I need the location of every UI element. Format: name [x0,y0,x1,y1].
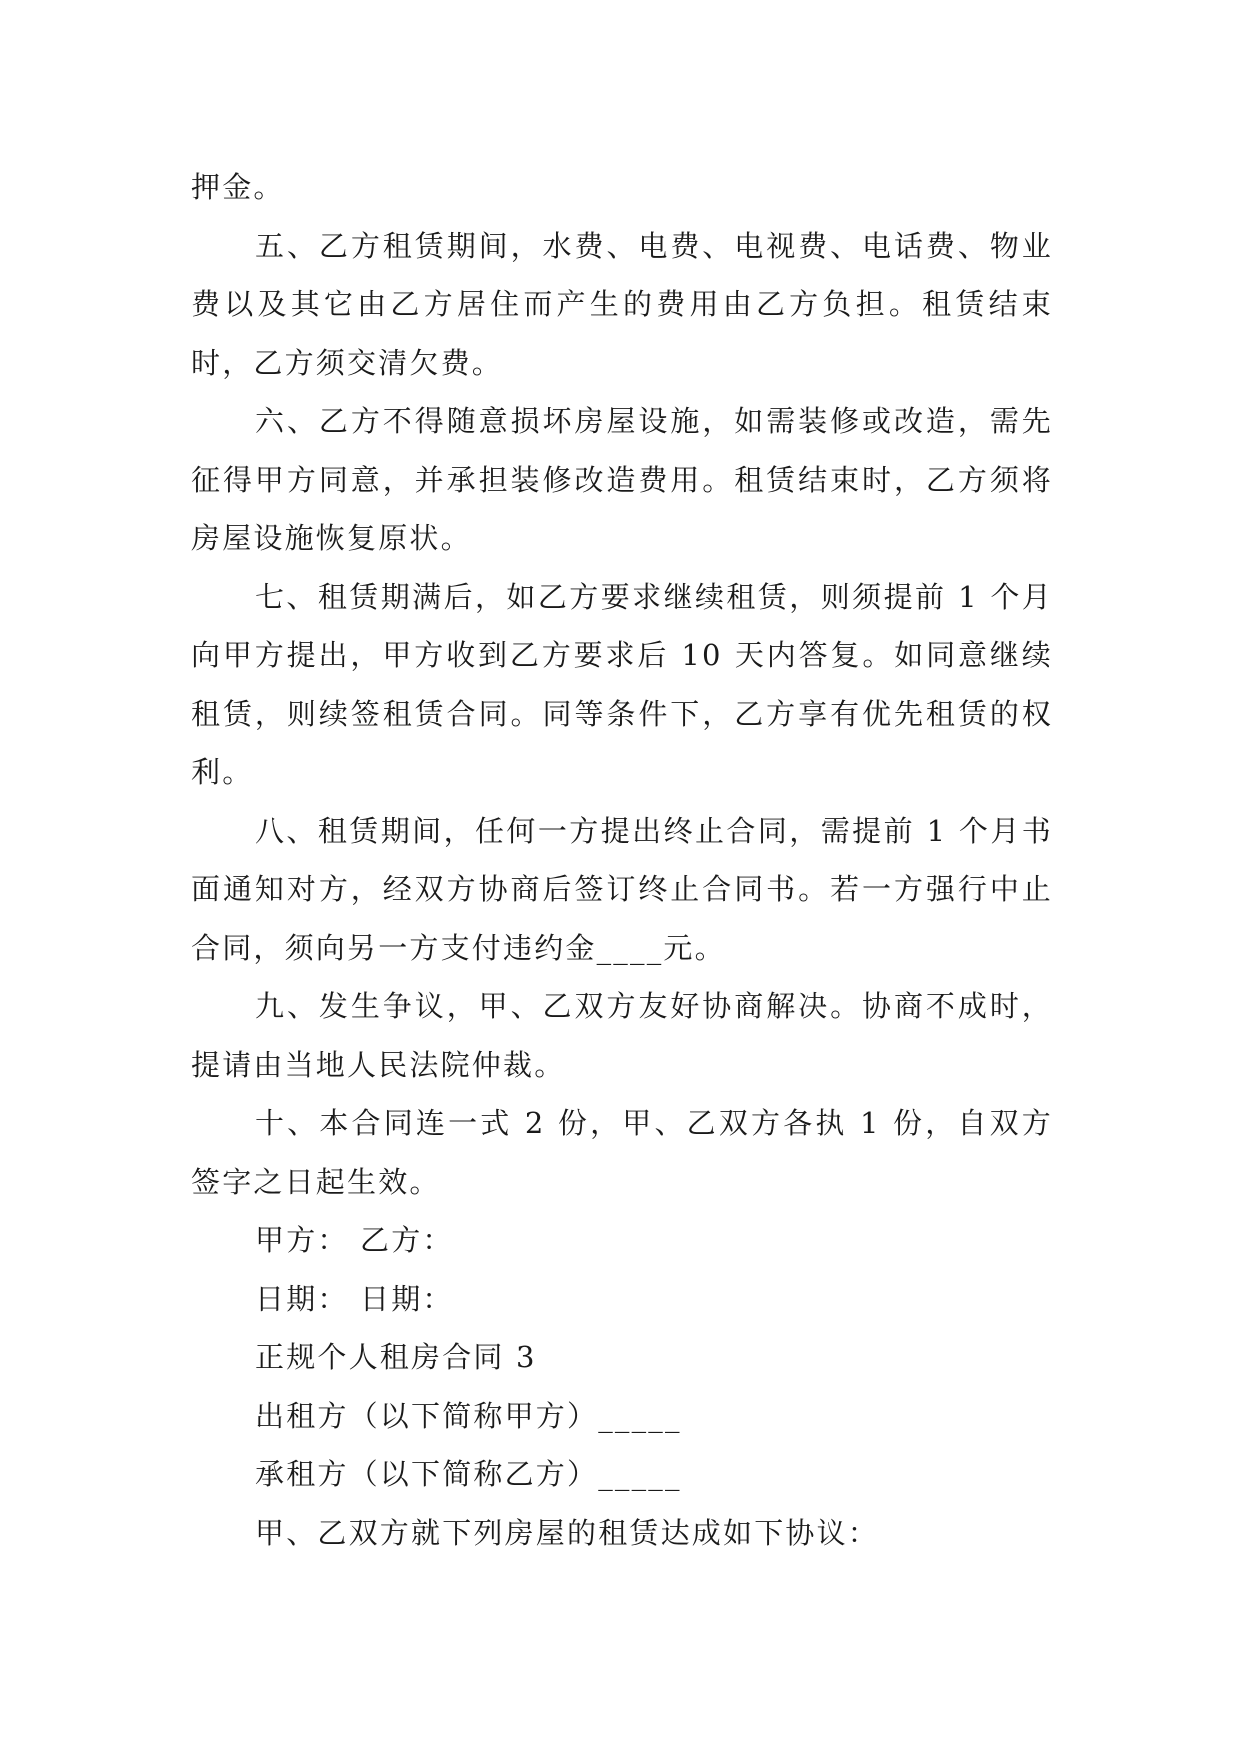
lessor-line: 出租方（以下简称甲方）_____ [255,1398,682,1433]
signature-parties-line: 甲方： 乙方： [255,1223,454,1257]
lessee-line: 承租方（以下简称乙方）_____ [255,1457,682,1491]
agreement-intro-line: 甲、乙双方就下列房屋的租赁达成如下协议： [255,1515,880,1550]
paragraph-clause-9-disputes: 九、发生争议，甲、乙双方友好协商解决。协商不成时，提请由当地人民法院仲裁。 [191,989,1053,1082]
paragraph-deposit-end: 押金。 [191,170,285,204]
paragraph-clause-10-copies: 十、本合同连一式 2 份，甲、乙双方各执 1 份，自双方签字之日起生效。 [191,1106,1053,1199]
signature-dates-line: 日期： 日期： [255,1281,454,1316]
paragraph-clause-5-utilities: 五、乙方租赁期间，水费、电费、电视费、电话费、物业费以及其它由乙方居住而产生的费用由乙方负担。租赁结束时，乙方须交清欠费。 [191,228,1053,380]
paragraph-clause-6-renovation: 六、乙方不得随意损坏房屋设施，如需装修或改造，需先征得甲方同意，并承担装修改造费用。租赁结束时，乙方须将房屋设施恢复原状。 [191,404,1053,555]
document-body [191,158,1053,1562]
paragraph-clause-7-renewal: 七、租赁期满后，如乙方要求继续租赁，则须提前 1 个月向甲方提出，甲方收到乙方要求后 10 天内答复。如同意继续租赁，则续签租赁合同。同等条件下，乙方享有优先租赁的权利。 [191,579,1053,789]
paragraph-clause-8-termination: 八、租赁期间，任何一方提出终止合同，需提前 1 个月书面通知对方，经双方协商后签订终止合同书。若一方强行中止合同，须向另一方支付违约金____元。 [191,813,1053,965]
contract-3-title: 正规个人租房合同 3 [255,1340,537,1374]
